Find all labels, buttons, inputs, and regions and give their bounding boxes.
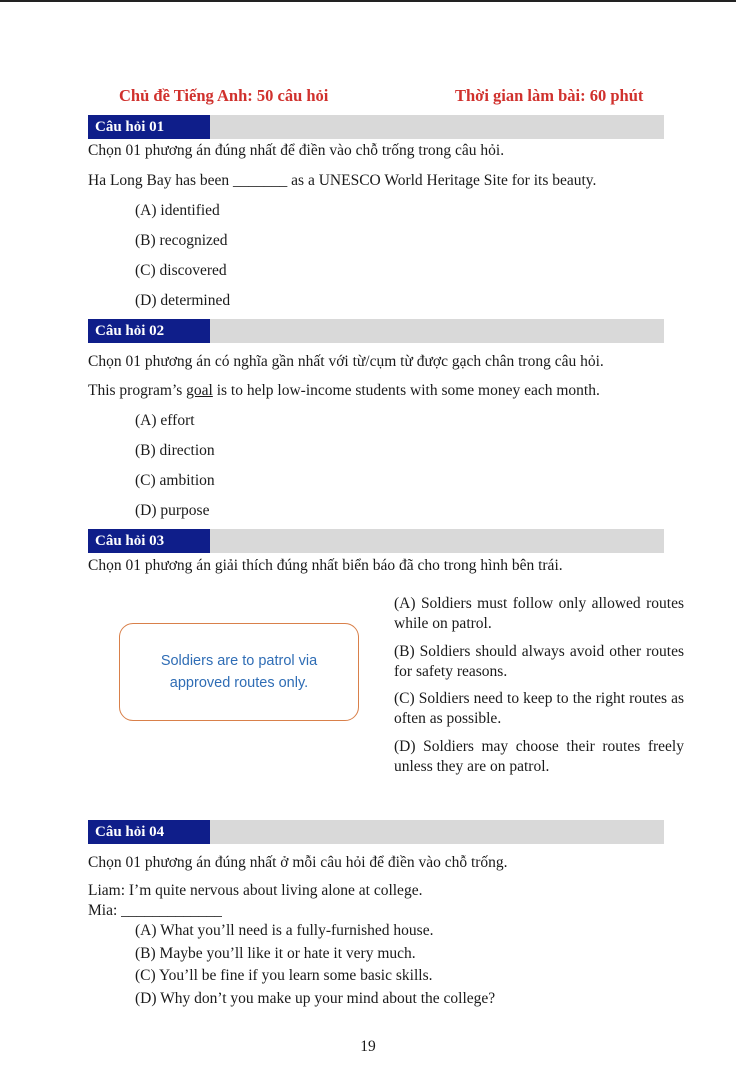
question-03-label: Câu hỏi 03 xyxy=(88,529,210,553)
question-02-option-c[interactable]: (C) ambition xyxy=(135,472,215,489)
question-04-option-b[interactable]: (B) Maybe you’ll like it or hate it very much. xyxy=(135,945,416,962)
sign-text-line1: Soldiers are to patrol via xyxy=(160,653,318,669)
question-02-stem-before: This program’s xyxy=(88,382,187,399)
question-02-instruction: Chọn 01 phương án có nghĩa gần nhất với từ/cụm từ được gạch chân trong câu hỏi. xyxy=(88,353,604,370)
question-02-option-b[interactable]: (B) direction xyxy=(135,442,215,459)
question-03-option-c[interactable]: (C) Soldiers need to keep to the right routes as often as possible. xyxy=(394,690,684,727)
question-04-option-d[interactable]: (D) Why don’t you make up your mind about the college? xyxy=(135,990,496,1007)
sign-text-line2: approved routes only. xyxy=(169,675,309,691)
page-number: 19 xyxy=(360,1038,376,1055)
question-03-option-b[interactable]: (B) Soldiers should always avoid other routes for safety reasons. xyxy=(394,643,684,680)
question-02-stem-after: is to help low-income students with some money each month. xyxy=(212,382,600,399)
question-04-dialogue-mia: Mia: _____________ xyxy=(88,902,222,919)
question-02-option-a[interactable]: (A) effort xyxy=(135,412,195,429)
question-03-instruction: Chọn 01 phương án giải thích đúng nhất biển báo đã cho trong hình bên trái. xyxy=(88,557,563,574)
question-01-option-c[interactable]: (C) discovered xyxy=(135,262,227,279)
question-04-instruction: Chọn 01 phương án đúng nhất ở mỗi câu hỏi để điền vào chỗ trống. xyxy=(88,854,508,871)
question-04-dialogue-liam: Liam: I’m quite nervous about living alone at college. xyxy=(88,882,423,899)
time-header: Thời gian làm bài: 60 phút xyxy=(455,86,644,105)
question-04-label: Câu hỏi 04 xyxy=(88,820,210,844)
question-02-label: Câu hỏi 02 xyxy=(88,319,210,343)
question-03-option-d[interactable]: (D) Soldiers may choose their routes freely unless they are on patrol. xyxy=(394,738,684,775)
question-02-option-d[interactable]: (D) purpose xyxy=(135,502,210,519)
top-rule xyxy=(0,0,736,2)
question-01-stem: Ha Long Bay has been _______ as a UNESCO World Heritage Site for its beauty. xyxy=(88,172,597,189)
question-01-label: Câu hỏi 01 xyxy=(88,115,210,139)
question-04-option-a[interactable]: (A) What you’ll need is a fully-furnished house. xyxy=(135,922,434,939)
subject-header: Chủ đề Tiếng Anh: 50 câu hỏi xyxy=(119,86,329,105)
question-03-bar xyxy=(88,529,664,553)
question-01-option-d[interactable]: (D) determined xyxy=(135,292,231,309)
notice-sign xyxy=(119,623,359,721)
question-03-option-a[interactable]: (A) Soldiers must follow only allowed routes while on patrol. xyxy=(394,595,684,632)
question-01-option-b[interactable]: (B) recognized xyxy=(135,232,228,249)
question-02-bar xyxy=(88,319,664,343)
question-01-option-a[interactable]: (A) identified xyxy=(135,202,220,219)
question-02-stem xyxy=(88,382,600,400)
question-04-bar xyxy=(88,820,664,844)
question-02-underlined-word: goal xyxy=(186,382,213,399)
question-01-bar xyxy=(88,115,664,139)
question-01-instruction: Chọn 01 phương án đúng nhất để điền vào chỗ trống trong câu hỏi. xyxy=(88,142,505,159)
question-04-option-c[interactable]: (C) You’ll be fine if you learn some basic skills. xyxy=(135,967,433,984)
